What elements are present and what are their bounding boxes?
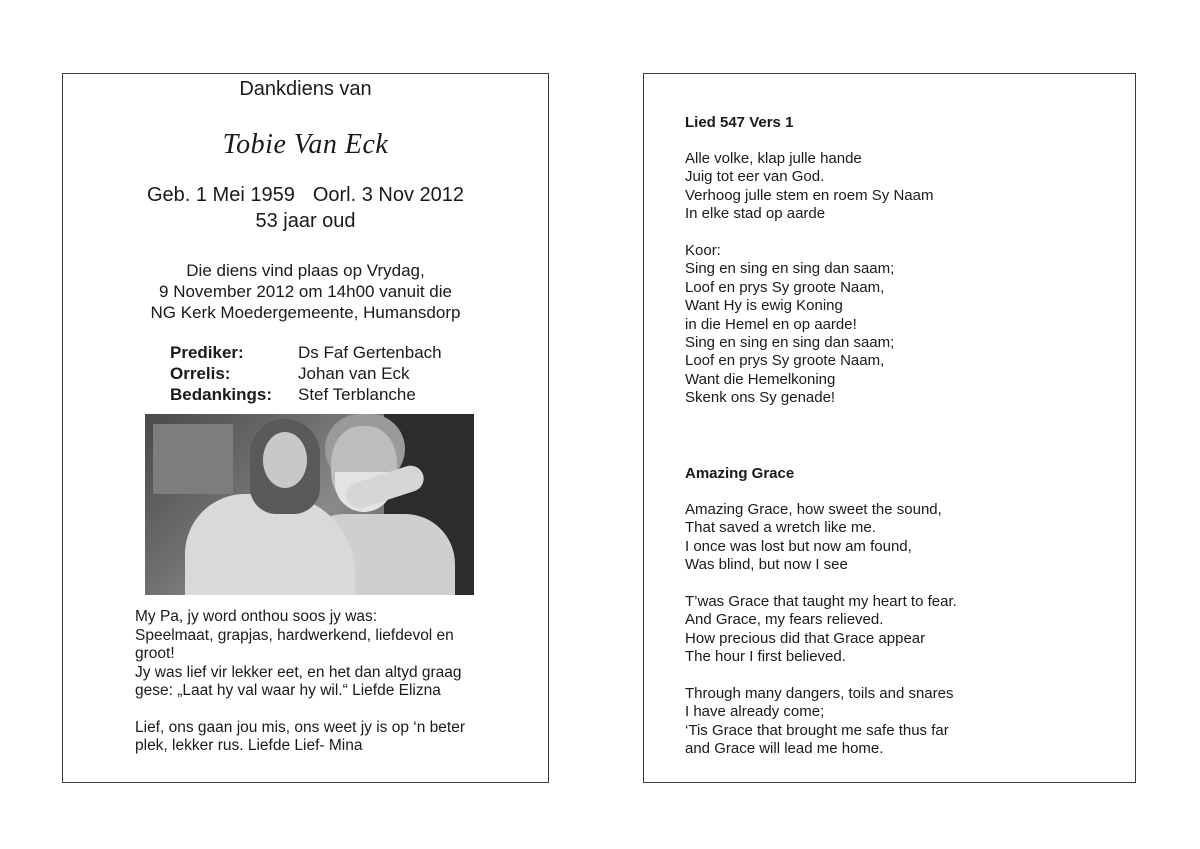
officiant-role: Bedankings:	[170, 385, 273, 404]
service-line: 9 November 2012 om 14h00 vanuit die	[159, 282, 452, 301]
officiants-list	[170, 342, 442, 405]
birth-date: Geb. 1 Mei 1959	[146, 184, 295, 206]
tribute-paragraph: Lief, ons gaan jou mis, ons weet jy is op ‘n beter plek, lekker rus. Liefde Lief- Mina	[135, 718, 465, 754]
hymn-lyrics	[685, 501, 1115, 777]
age: 53 jaar oud	[255, 210, 356, 232]
verse: Through many dangers, toils and snares I have already come; ‘Tis Grace that brought me safe thus far and Grace will lead me home.	[685, 685, 954, 758]
officiant-row	[170, 384, 442, 405]
officiant-name: Ds Faf Gertenbach	[298, 343, 442, 362]
officiant-row	[170, 342, 442, 363]
chorus: Koor: Sing en sing en sing dan saam; Loof en prys Sy groote Naam, Want Hy is ewig Koning in die Hemel en op aarde! Sing en sing en sing dan saam; Loof en prys Sy groote Naam, Want die Hemelkoning Skenk ons Sy genade!	[685, 242, 895, 407]
hymn-title: Amazing Grace	[685, 465, 795, 482]
officiant-name: Johan van Eck	[298, 364, 410, 383]
officiant-role: Prediker:	[170, 343, 244, 362]
hymn-lyrics	[685, 150, 1115, 426]
tribute-text	[135, 608, 535, 774]
death-date: Oorl. 3 Nov 2012	[312, 184, 465, 206]
life-dates	[63, 182, 548, 234]
service-line: NG Kerk Moedergemeente, Humansdorp	[150, 303, 461, 322]
family-photo	[145, 414, 474, 595]
officiant-row	[170, 363, 442, 384]
right-page	[643, 73, 1136, 783]
verse: Amazing Grace, how sweet the sound, That saved a wretch like me. I once was lost but now am found, Was blind, but now I see	[685, 501, 942, 574]
left-page	[62, 73, 549, 783]
hymn-title: Lied 547 Vers 1	[685, 114, 794, 131]
service-line: Die diens vind plaas op Vrydag,	[186, 261, 425, 280]
verse: Alle volke, klap julle hande Juig tot eer van God. Verhoog julle stem en roem Sy Naam In elke stad op aarde	[685, 150, 934, 223]
service-details	[63, 260, 548, 323]
officiant-role: Orrelis:	[170, 364, 231, 383]
verse: T’was Grace that taught my heart to fear. And Grace, my fears relieved. How precious did that Grace appear The hour I first believed.	[685, 593, 957, 666]
deceased-name: Tobie Van Eck	[222, 129, 389, 160]
tribute-paragraph: My Pa, jy word onthou soos jy was: Speelmaat, grapjas, hardwerkend, liefdevol en groot! Jy was lief vir lekker eet, en het dan altyd graag gese: „Laat hy val waar hy wil.“ Liefde Elizna	[135, 608, 462, 699]
page-title: Dankdiens van	[239, 78, 372, 100]
officiant-name: Stef Terblanche	[298, 385, 416, 404]
